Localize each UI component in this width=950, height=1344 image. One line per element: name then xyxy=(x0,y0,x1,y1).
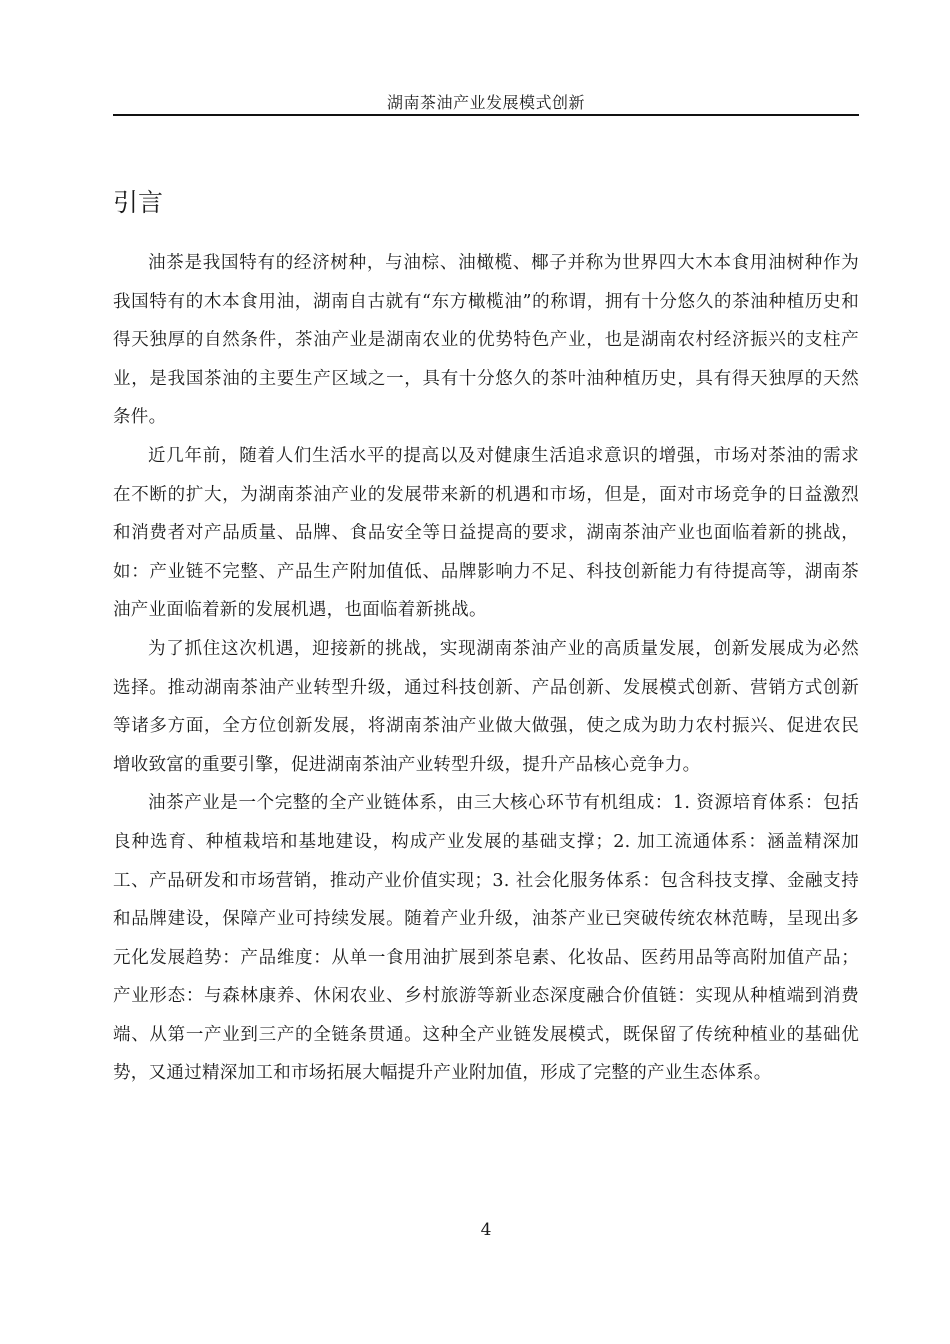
section-title: 引言 xyxy=(113,188,164,217)
body-text xyxy=(113,244,859,1093)
paragraph-1: 油茶是我国特有的经济树种，与油棕、油橄榄、椰子并称为世界四大木本食用油树种作为我国特有的木本食用油，湖南自古就有“东方橄榄油”的称谓，拥有十分悠久的茶油种植历史和得天独厚的自然条件，茶油产业是湖南农业的优势特色产业，也是湖南农村经济振兴的支柱产业，是我国茶油的主要生产区域之一，具有十分悠久的茶叶油种植历史，具有得天独厚的天然条件。 xyxy=(113,253,859,428)
running-header: 湖南茶油产业发展模式创新 xyxy=(386,93,585,112)
page-number: 4 xyxy=(480,1220,492,1240)
paragraph-4: 油茶产业是一个完整的全产业链体系，由三大核心环节有机组成：1. 资源培育体系：包括良种选育、种植栽培和基地建设，构成产业发展的基础支撑；2. 加工流通体系：涵盖精深加工、产品研发和市场营销，推动产业价值实现；3. 社会化服务体系：包含科技支撑、金融支持和品牌建设，保障产业可持续发展。随着产业升级，油茶产业已突破传统农林范畴，呈现出多元化发展趋势：产品维度：从单一食用油扩展到茶皂素、化妆品、医药用品等高附加值产品；产业形态：与森林康养、休闲农业、乡村旅游等新业态深度融合价值链：实现从种植端到消费端、从第一产业到三产的全链条贯通。这种全产业链发展模式，既保留了传统种植业的基础优势，又通过精深加工和市场拓展大幅提升产业附加值，形成了完整的产业生态体系。 xyxy=(113,793,859,1084)
paragraph-2: 近几年前，随着人们生活水平的提高以及对健康生活追求意识的增强，市场对茶油的需求在不断的扩大，为湖南茶油产业的发展带来新的机遇和市场，但是，面对市场竞争的日益激烈和消费者对产品质量、品牌、食品安全等日益提高的要求，湖南茶油产业也面临着新的挑战，如：产业链不完整、产品生产附加值低、品牌影响力不足、科技创新能力有待提高等，湖南茶油产业面临着新的发展机遇，也面临着新挑战。 xyxy=(113,445,859,621)
paragraph-3: 为了抓住这次机遇，迎接新的挑战，实现湖南茶油产业的高质量发展，创新发展成为必然选择。推动湖南茶油产业转型升级，通过科技创新、产品创新、发展模式创新、营销方式创新等诸多方面，全方位创新发展，将湖南茶油产业做大做强，使之成为助力农村振兴、促进农民增收致富的重要引擎，促进湖南茶油产业转型升级，提升产品核心竞争力。 xyxy=(113,638,859,775)
header-divider xyxy=(113,114,859,116)
